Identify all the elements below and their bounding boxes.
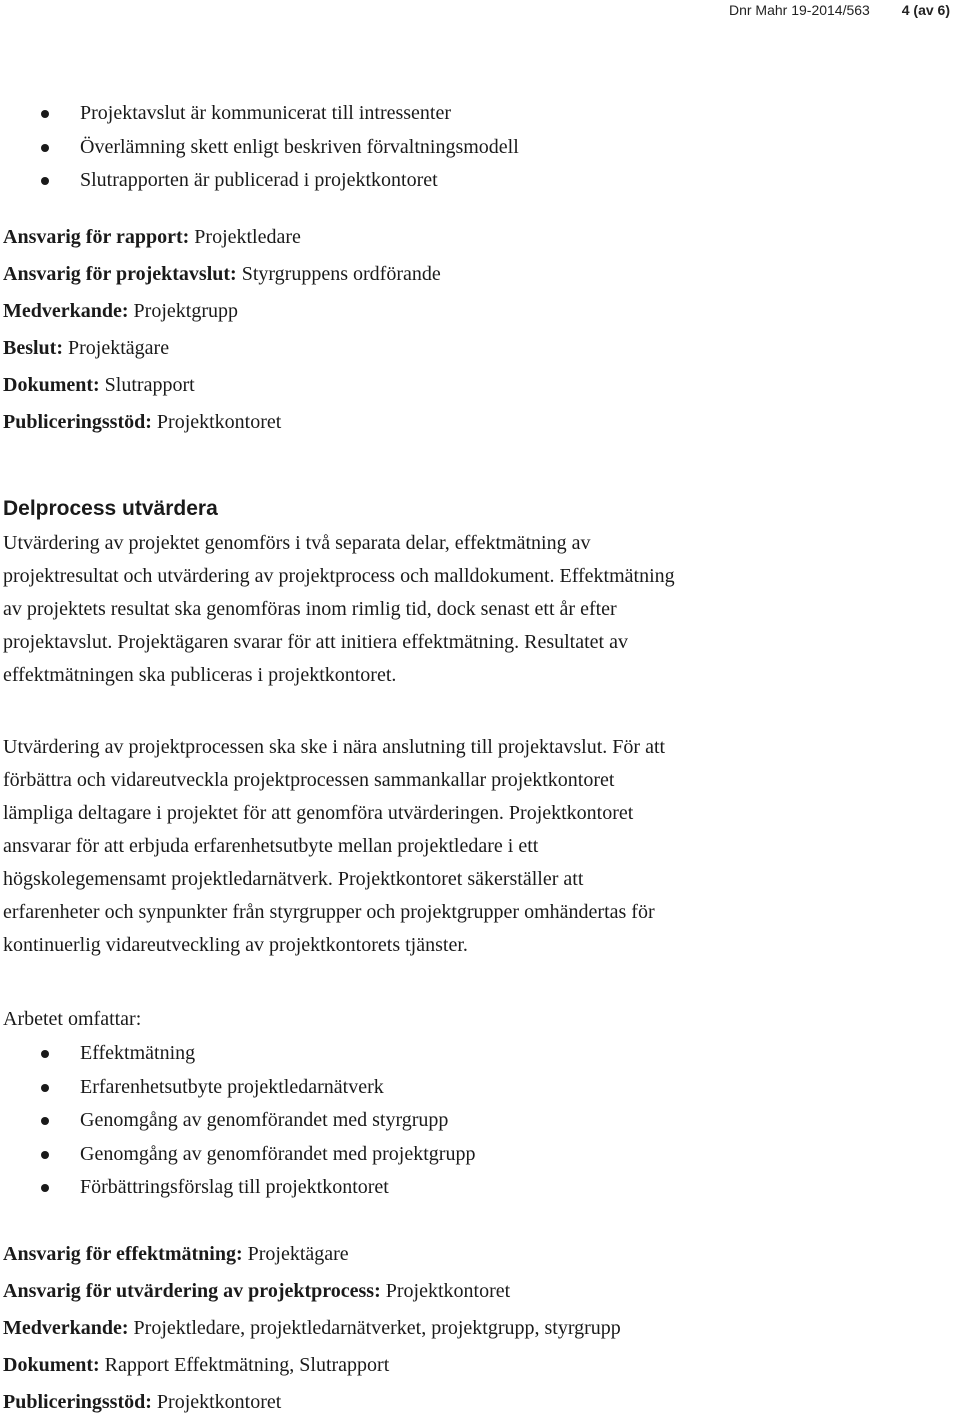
role-label: Medverkande: (3, 300, 129, 322)
role-value: Styrgruppens ordförande (236, 263, 441, 285)
role-label: Medverkande: (3, 1317, 129, 1339)
page-number: 4 (av 6) (901, 2, 950, 18)
paragraph-line: lämpliga deltagare i projektet för att genomföra utvärderingen. Projektkontoret (3, 802, 634, 824)
role-value: Slutrapport (99, 374, 195, 396)
paragraph-line: ansvarar för att erbjuda erfarenhetsutbyte mellan projektledare i ett (3, 835, 539, 857)
list-item: Erfarenhetsutbyte projektledarnätverk (3, 1071, 950, 1105)
paragraph-line: förbättra och vidareutveckla projektprocessen sammankallar projektkontoret (3, 769, 615, 791)
role-label: Dokument: (3, 374, 100, 396)
role-row (3, 1310, 950, 1347)
role-value: Projektkontoret (151, 1391, 282, 1413)
work-intro: Arbetet omfattar: (3, 1008, 142, 1030)
paragraph-process (3, 731, 950, 962)
paragraph-line: Utvärdering av projektet genomförs i två separata delar, effektmätning av (3, 532, 591, 554)
top-bullet-list (3, 97, 950, 198)
work-bullet-list (3, 1037, 950, 1205)
role-row (3, 404, 950, 441)
role-label: Publiceringsstöd: (3, 1391, 152, 1413)
role-row (3, 1384, 950, 1421)
role-row (3, 1347, 950, 1384)
paragraph-line: kontinuerlig vidareutveckling av projektkontorets tjänster. (3, 934, 468, 956)
role-value: Projektägare (242, 1243, 349, 1265)
role-label: Dokument: (3, 1354, 100, 1376)
roles-top (3, 219, 950, 441)
role-row (3, 330, 950, 367)
list-item: Genomgång av genomförandet med projektgrupp (3, 1138, 950, 1172)
list-item: Slutrapporten är publicerad i projektkontoret (3, 164, 950, 198)
role-row (3, 1236, 950, 1273)
role-label: Ansvarig för rapport: (3, 226, 190, 248)
role-label: Ansvarig för utvärdering av projektprocess: (3, 1280, 381, 1302)
role-value: Projektgrupp (128, 300, 238, 322)
role-label: Publiceringsstöd: (3, 411, 152, 433)
role-value: Projektkontoret (380, 1280, 511, 1302)
list-item: Projektavslut är kommunicerat till intressenter (3, 97, 950, 131)
role-row (3, 293, 950, 330)
section-title: Delprocess utvärdera (3, 497, 218, 520)
paragraph-line: effektmätningen ska publiceras i projektkontoret. (3, 664, 397, 686)
roles-bottom (3, 1236, 950, 1421)
list-item: Förbättringsförslag till projektkontoret (3, 1171, 950, 1205)
paragraph-line: högskolegemensamt projektledarnätverk. Projektkontoret säkerställer att (3, 868, 584, 890)
paragraph-line: projektresultat och utvärdering av projektprocess och malldokument. Effektmätning (3, 565, 675, 587)
page-header (729, 2, 950, 18)
role-value: Projektledare, projektledarnätverket, projektgrupp, styrgrupp (128, 1317, 621, 1339)
role-value: Projektledare (189, 226, 301, 248)
document-reference: Dnr Mahr 19-2014/563 (728, 2, 870, 18)
list-item: Genomgång av genomförandet med styrgrupp (3, 1104, 950, 1138)
role-row (3, 367, 950, 404)
role-row (3, 256, 950, 293)
role-row (3, 219, 950, 256)
role-row (3, 1273, 950, 1310)
role-label: Ansvarig för projektavslut: (3, 263, 237, 285)
role-label: Beslut: (3, 337, 63, 359)
paragraph-line: av projektets resultat ska genomföras inom rimlig tid, dock senast ett år efter (3, 598, 617, 620)
paragraph-line: Utvärdering av projektprocessen ska ske i nära anslutning till projektavslut. För att (3, 736, 666, 758)
role-value: Projektkontoret (151, 411, 282, 433)
list-item: Överlämning skett enligt beskriven förvaltningsmodell (3, 131, 950, 165)
role-value: Projektägare (63, 337, 170, 359)
role-label: Ansvarig för effektmätning: (3, 1243, 243, 1265)
list-item: Effektmätning (3, 1037, 950, 1071)
paragraph-line: projektavslut. Projektägaren svarar för att initiera effektmätning. Resultatet av (3, 631, 628, 653)
paragraph-evaluation (3, 527, 950, 692)
paragraph-line: erfarenheter och synpunkter från styrgrupper och projektgrupper omhändertas för (3, 901, 655, 923)
role-value: Rapport Effektmätning, Slutrapport (99, 1354, 390, 1376)
